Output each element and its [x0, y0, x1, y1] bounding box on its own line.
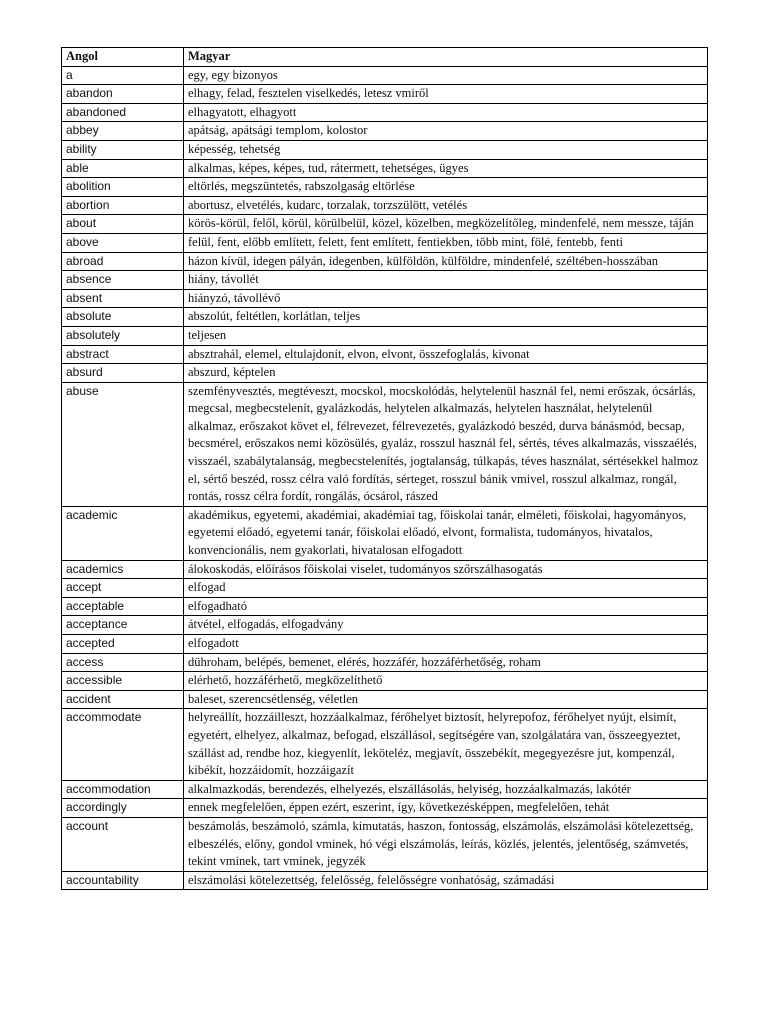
english-word: abandon [62, 85, 184, 104]
table-row [62, 159, 708, 178]
english-word: a [62, 66, 184, 85]
table-row [62, 196, 708, 215]
hungarian-translation: abszolút, feltétlen, korlátlan, teljes [184, 308, 708, 327]
hungarian-translation: átvétel, elfogadás, elfogadvány [184, 616, 708, 635]
hungarian-translation: abortusz, elvetélés, kudarc, torzalak, torzszülött, vetélés [184, 196, 708, 215]
table-row [62, 799, 708, 818]
hungarian-translation: szemfényvesztés, megtéveszt, mocskol, mocskolódás, helytelenül használ fel, nemi erőszak, ócsárlás, megcsal, megbecstelenít, gyalázkodás, helytelen alkalmazás, helytelen használat, helytelenül alkalmaz, erőszakot követ el, félrevezet, félrevezetés, gyalázkodó beszéd, durva bánásmód, becsap, becsmérel, erőszakos nemi közösülés, gyaláz, rosszul használ fel, sértés, téves alkalmazás, visszaélés, visszaél, szabálytalanság, megbecstelenítés, jogtalanság, túlkapás, téves használat, sértésekkel halmoz el, sértő beszéd, rossz célra való fordítás, sérteget, rosszul bánik vmivel, rosszul alkalmaz, rongál, rontás, rossz célra fordít, rongálás, ócsárol, rászed [184, 382, 708, 506]
english-word: absolute [62, 308, 184, 327]
english-word: accommodate [62, 709, 184, 780]
hungarian-translation: elfogadható [184, 597, 708, 616]
hungarian-translation: elérhető, hozzáférhető, megközelíthető [184, 672, 708, 691]
english-word: accommodation [62, 780, 184, 799]
table-row [62, 103, 708, 122]
english-word: about [62, 215, 184, 234]
hungarian-translation: egy, egy bizonyos [184, 66, 708, 85]
english-word: absent [62, 289, 184, 308]
dictionary-table [61, 47, 708, 890]
column-header-english: Angol [62, 48, 184, 67]
english-word: abstract [62, 345, 184, 364]
english-word: account [62, 817, 184, 871]
english-word: abbey [62, 122, 184, 141]
english-word: accessible [62, 672, 184, 691]
table-row [62, 579, 708, 598]
hungarian-translation: felül, fent, előbb említett, felett, fent említett, fentiekben, több mint, fölé, fentebb, fenti [184, 233, 708, 252]
table-row [62, 252, 708, 271]
table-row [62, 326, 708, 345]
english-word: academics [62, 560, 184, 579]
english-word: abolition [62, 178, 184, 197]
table-row [62, 653, 708, 672]
table-row [62, 215, 708, 234]
hungarian-translation: körös-körül, felől, körül, körülbelül, közel, közelben, megközelítőleg, mindenfelé, nem messze, táján [184, 215, 708, 234]
hungarian-translation: baleset, szerencsétlenség, véletlen [184, 690, 708, 709]
hungarian-translation: eltörlés, megszüntetés, rabszolgaság eltörlése [184, 178, 708, 197]
table-row [62, 178, 708, 197]
english-word: ability [62, 140, 184, 159]
hungarian-translation: akadémikus, egyetemi, akadémiai, akadémiai tag, főiskolai tanár, elméleti, főiskolai, hagyományos, egyetemi előadó, egyetemi tanár, főiskolai előadó, elvont, formalista, tudományos, hivatalos, konvencionális, nem gyakorlati, hivatalosan elfogadott [184, 506, 708, 560]
hungarian-translation: apátság, apátsági templom, kolostor [184, 122, 708, 141]
english-word: abandoned [62, 103, 184, 122]
hungarian-translation: elfogadott [184, 635, 708, 654]
hungarian-translation: álokoskodás, előírásos főiskolai viselet, tudományos szőrszálhasogatás [184, 560, 708, 579]
hungarian-translation: házon kívül, idegen pályán, idegenben, külföldön, külföldre, mindenfelé, széltében-hosszában [184, 252, 708, 271]
table-row [62, 672, 708, 691]
table-row [62, 780, 708, 799]
table-row [62, 817, 708, 871]
table-row [62, 635, 708, 654]
english-word: abortion [62, 196, 184, 215]
table-header-row [62, 48, 708, 67]
table-row [62, 308, 708, 327]
table-row [62, 364, 708, 383]
english-word: academic [62, 506, 184, 560]
english-word: accepted [62, 635, 184, 654]
table-row [62, 871, 708, 890]
table-row [62, 345, 708, 364]
english-word: accountability [62, 871, 184, 890]
table-row [62, 233, 708, 252]
table-row [62, 709, 708, 780]
table-row [62, 382, 708, 506]
hungarian-translation: beszámolás, beszámoló, számla, kimutatás, haszon, fontosság, elszámolás, elszámolási kötelezettség, elbeszélés, előny, gondol vminek, hó végi elszámolás, leírás, közlés, jelentés, jelentőség, számvetés, tekint vminek, tart vminek, jegyzék [184, 817, 708, 871]
english-word: access [62, 653, 184, 672]
hungarian-translation: helyreállít, hozzáilleszt, hozzáalkalmaz, férőhelyet biztosít, helyrepofoz, férőhelyet nyújt, elsimít, egyetért, elhelyez, alkalmaz, befogad, elszállásol, segítségére van, szolgálatára van, összeegyeztet, szállást ad, rendbe hoz, kiegyenlít, leköteléz, megjavít, összebékít, megegyezésre jut, kompenzál, kibékít, hozzáidomít, hozzáigazít [184, 709, 708, 780]
english-word: acceptable [62, 597, 184, 616]
english-word: accordingly [62, 799, 184, 818]
english-word: able [62, 159, 184, 178]
hungarian-translation: elhagyatott, elhagyott [184, 103, 708, 122]
english-word: above [62, 233, 184, 252]
hungarian-translation: alkalmazkodás, berendezés, elhelyezés, elszállásolás, helyiség, hozzáalkalmazás, lakótér [184, 780, 708, 799]
english-word: accept [62, 579, 184, 598]
english-word: acceptance [62, 616, 184, 635]
table-row [62, 560, 708, 579]
english-word: abroad [62, 252, 184, 271]
table-row [62, 616, 708, 635]
english-word: absence [62, 271, 184, 290]
hungarian-translation: elfogad [184, 579, 708, 598]
hungarian-translation: abszurd, képtelen [184, 364, 708, 383]
english-word: abuse [62, 382, 184, 506]
hungarian-translation: alkalmas, képes, képes, tud, rátermett, tehetséges, ügyes [184, 159, 708, 178]
hungarian-translation: képesség, tehetség [184, 140, 708, 159]
table-row [62, 271, 708, 290]
table-row [62, 85, 708, 104]
table-row [62, 597, 708, 616]
english-word: absolutely [62, 326, 184, 345]
table-row [62, 506, 708, 560]
hungarian-translation: teljesen [184, 326, 708, 345]
document-page [61, 47, 707, 890]
english-word: absurd [62, 364, 184, 383]
english-word: accident [62, 690, 184, 709]
hungarian-translation: dühroham, belépés, bemenet, elérés, hozzáfér, hozzáférhetőség, roham [184, 653, 708, 672]
table-row [62, 66, 708, 85]
table-row [62, 140, 708, 159]
hungarian-translation: absztrahál, elemel, eltulajdonít, elvon, elvont, összefoglalás, kivonat [184, 345, 708, 364]
hungarian-translation: hiányzó, távollévő [184, 289, 708, 308]
hungarian-translation: elszámolási kötelezettség, felelősség, felelősségre vonhatóság, számadási [184, 871, 708, 890]
column-header-hungarian: Magyar [184, 48, 708, 67]
hungarian-translation: hiány, távollét [184, 271, 708, 290]
table-row [62, 289, 708, 308]
table-row [62, 122, 708, 141]
hungarian-translation: elhagy, felad, fesztelen viselkedés, letesz vmiről [184, 85, 708, 104]
hungarian-translation: ennek megfelelően, éppen ezért, eszerint, így, következésképpen, megfelelően, tehát [184, 799, 708, 818]
table-row [62, 690, 708, 709]
